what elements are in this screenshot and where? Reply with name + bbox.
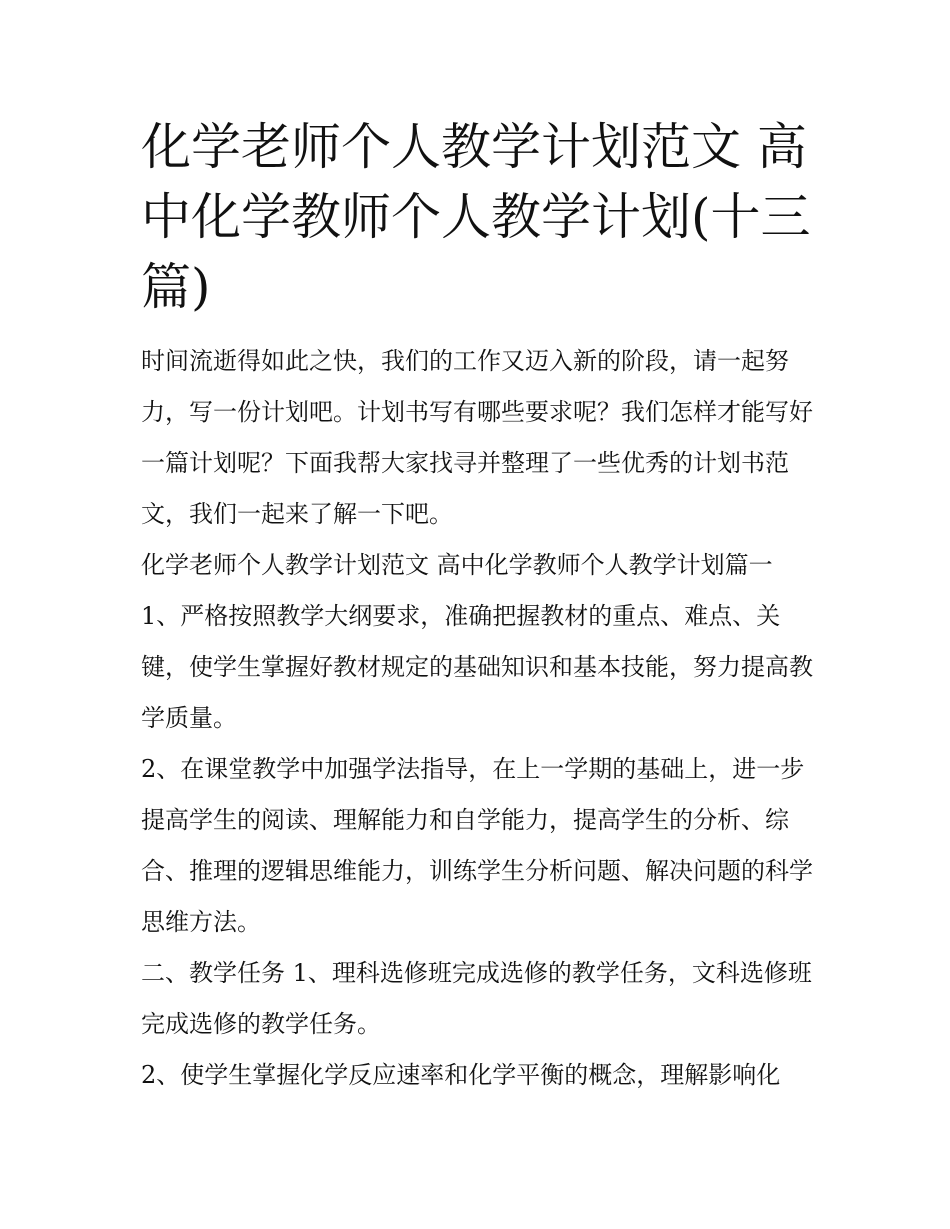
document-title: 化学老师个人教学计划范文 高中化学教师个人教学计划(十三篇) <box>141 118 811 316</box>
document-page <box>141 112 813 1101</box>
body-paragraph: 二、教学任务 1、理科选修班完成选修的教学任务，文科选修班完成选修的教学任务。 <box>141 959 812 1038</box>
intro-paragraph: 时间流逝得如此之快，我们的工作又迈入新的阶段，请一起努力，写一份计划吧。计划书写有哪些要求呢？我们怎样才能写好一篇计划呢？下面我帮大家找寻并整理了一些优秀的计划书范文，我们一起来了解一下吧。 <box>141 347 813 528</box>
body-paragraph: 2、使学生掌握化学反应速率和化学平衡的概念，理解影响化 <box>141 1061 781 1089</box>
section-heading: 化学老师个人教学计划范文 高中化学教师个人教学计划篇一 <box>141 551 773 579</box>
body-paragraph: 2、在课堂教学中加强学法指导，在上一学期的基础上，进一步提高学生的阅读、理解能力和自学能力，提高学生的分析、综合、推理的逻辑思维能力，训练学生分析问题、解决问题的科学思维方法。 <box>141 755 813 936</box>
body-paragraph: 1、严格按照教学大纲要求，准确把握教材的重点、难点、关键，使学生掌握好教材规定的基础知识和基本技能，努力提高教学质量。 <box>141 602 813 732</box>
